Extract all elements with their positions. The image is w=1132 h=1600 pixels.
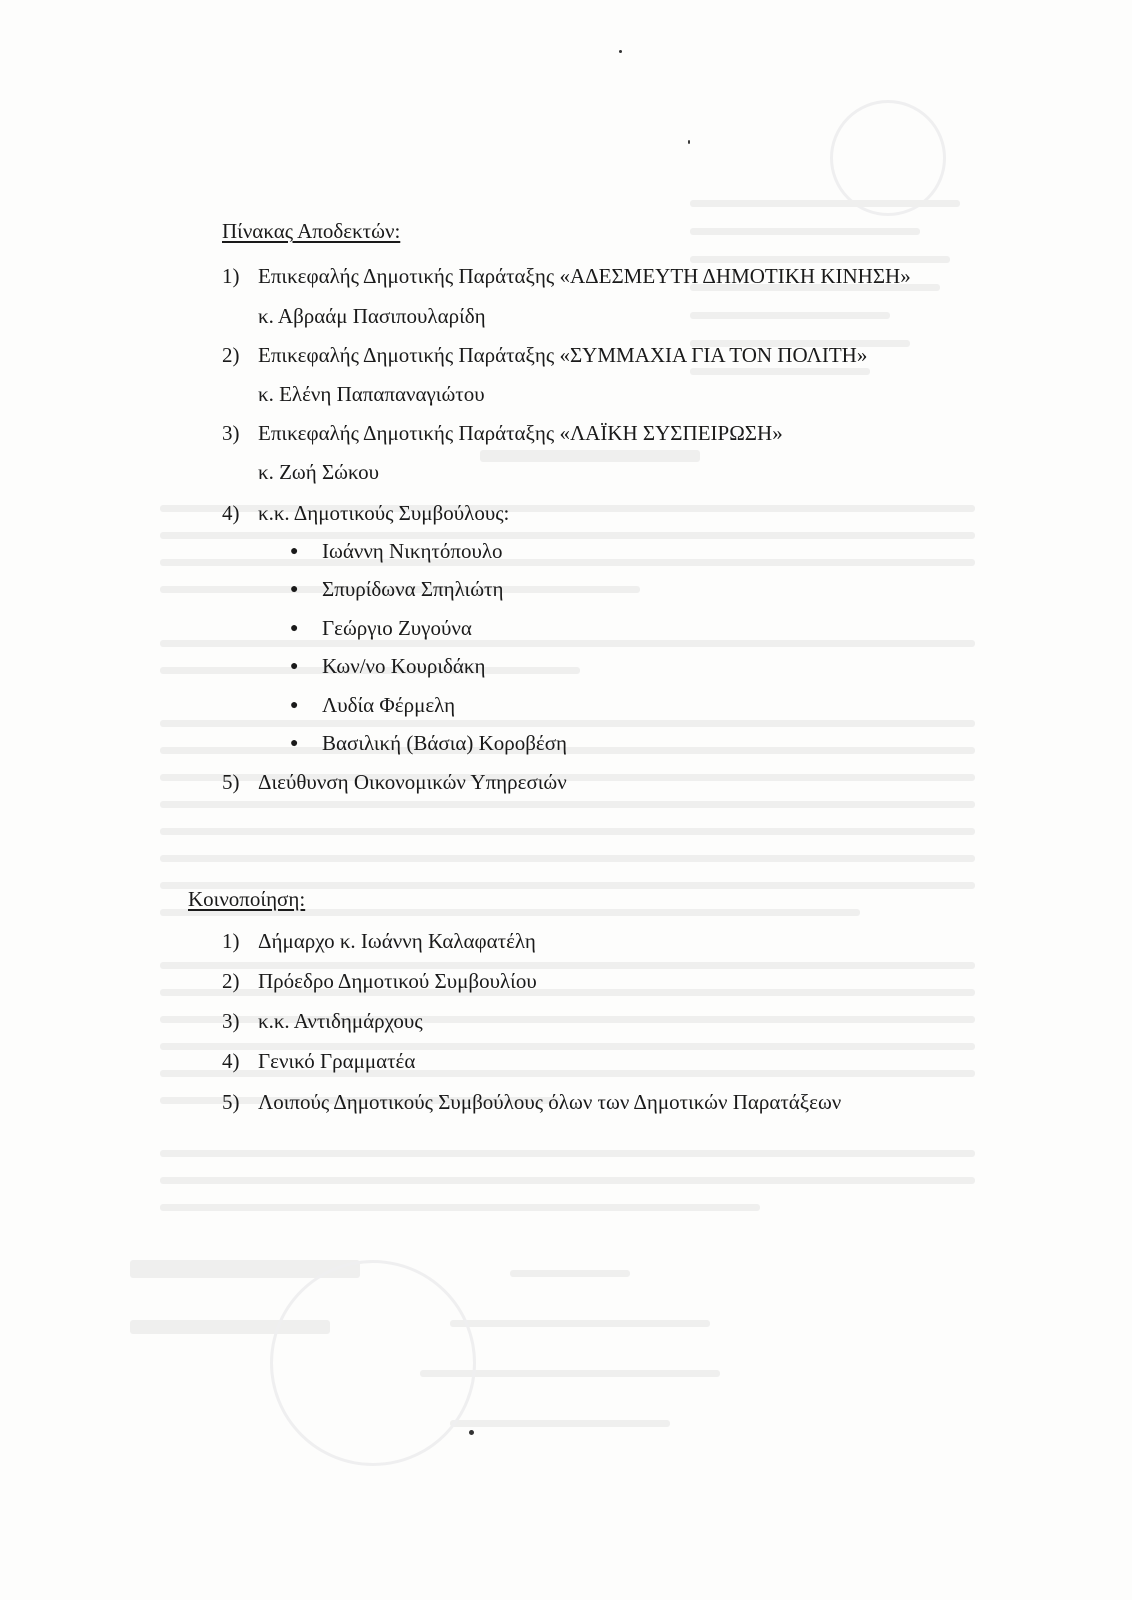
bullet-icon: ● bbox=[290, 582, 299, 597]
councillor-list-item: ● Βασιλική (Βάσια) Κοροβέση bbox=[290, 731, 568, 755]
scan-speck bbox=[469, 1430, 474, 1435]
notification-text: Δήμαρχο κ. Ιωάννη Καλαφατέλη bbox=[258, 929, 536, 953]
recipient-text: κ.κ. Δημοτικούς Συμβούλους: bbox=[258, 501, 510, 525]
recipient-name: κ. Αβραάμ Πασιπουλαρίδη bbox=[258, 304, 486, 328]
bullet-icon: ● bbox=[290, 544, 299, 559]
councillor-list-item: ● Ιωάννη Νικητόπουλο bbox=[290, 539, 503, 563]
recipients-heading: Πίνακας Αποδεκτών: bbox=[222, 219, 401, 243]
bullet-icon: ● bbox=[290, 659, 299, 674]
recipient-name: κ. Ελένη Παπαπαναγιώτου bbox=[258, 382, 485, 406]
recipient-text: Επικεφαλής Δημοτικής Παράταξης «ΑΔΕΣΜΕΥΤΗ ΔΗΜΟΤΙΚΗ ΚΙΝΗΣΗ» bbox=[258, 264, 911, 288]
bullet-icon: ● bbox=[290, 621, 299, 636]
recipient-text: Επικεφαλής Δημοτικής Παράταξης «ΣΥΜΜΑΧΙΑ ΓΙΑ ΤΟΝ ΠΟΛΙΤΗ» bbox=[258, 343, 868, 367]
notification-item: 4) Γενικό Γραμματέα bbox=[222, 1049, 416, 1073]
notification-heading: Κοινοποίηση: bbox=[188, 887, 306, 911]
scan-speck bbox=[688, 140, 690, 144]
notification-text: Γενικό Γραμματέα bbox=[258, 1049, 416, 1073]
recipient-name: κ. Ζωή Σώκου bbox=[258, 460, 380, 484]
notification-item: 5) Λοιπούς Δημοτικούς Συμβούλους όλων των Δημοτικών Παρατάξεων bbox=[222, 1090, 842, 1114]
recipient-item: 1) Επικεφαλής Δημοτικής Παράταξης «ΑΔΕΣΜΕΥΤΗ ΔΗΜΟΤΙΚΗ ΚΙΝΗΣΗ» bbox=[222, 264, 911, 288]
councillor-list-item: ● Σπυρίδωνα Σπηλιώτη bbox=[290, 577, 504, 601]
notification-text: Λοιπούς Δημοτικούς Συμβούλους όλων των Δημοτικών Παρατάξεων bbox=[258, 1090, 842, 1114]
recipient-item: 2) Επικεφαλής Δημοτικής Παράταξης «ΣΥΜΜΑΧΙΑ ΓΙΑ ΤΟΝ ΠΟΛΙΤΗ» bbox=[222, 343, 868, 367]
councillor-list-item: ● Κων/νο Κουριδάκη bbox=[290, 654, 486, 678]
bullet-icon: ● bbox=[290, 736, 299, 751]
recipient-item: 3) Επικεφαλής Δημοτικής Παράταξης «ΛΑΪΚΗ ΣΥΣΠΕΙΡΩΣΗ» bbox=[222, 421, 783, 445]
councillor-list-item: ● Γεώργιο Ζυγούνα bbox=[290, 616, 472, 640]
notification-text: κ.κ. Αντιδημάρχους bbox=[258, 1009, 423, 1033]
notification-item: 3) κ.κ. Αντιδημάρχους bbox=[222, 1009, 423, 1033]
scan-speck bbox=[619, 50, 622, 53]
recipient-text: Επικεφαλής Δημοτικής Παράταξης «ΛΑΪΚΗ ΣΥΣΠΕΙΡΩΣΗ» bbox=[258, 421, 783, 445]
recipient-item: 5) Διεύθυνση Οικονομικών Υπηρεσιών bbox=[222, 770, 567, 794]
recipient-item: 4) κ.κ. Δημοτικούς Συμβούλους: bbox=[222, 501, 510, 525]
notification-item: 1) Δήμαρχο κ. Ιωάννη Καλαφατέλη bbox=[222, 929, 536, 953]
notification-item: 2) Πρόεδρο Δημοτικού Συμβουλίου bbox=[222, 969, 537, 993]
bullet-icon: ● bbox=[290, 698, 299, 713]
notification-text: Πρόεδρο Δημοτικού Συμβουλίου bbox=[258, 969, 537, 993]
recipient-text: Διεύθυνση Οικονομικών Υπηρεσιών bbox=[258, 770, 567, 794]
reverse-side-show-through bbox=[150, 180, 980, 1440]
councillor-list-item: ● Λυδία Φέρμελη bbox=[290, 693, 456, 717]
